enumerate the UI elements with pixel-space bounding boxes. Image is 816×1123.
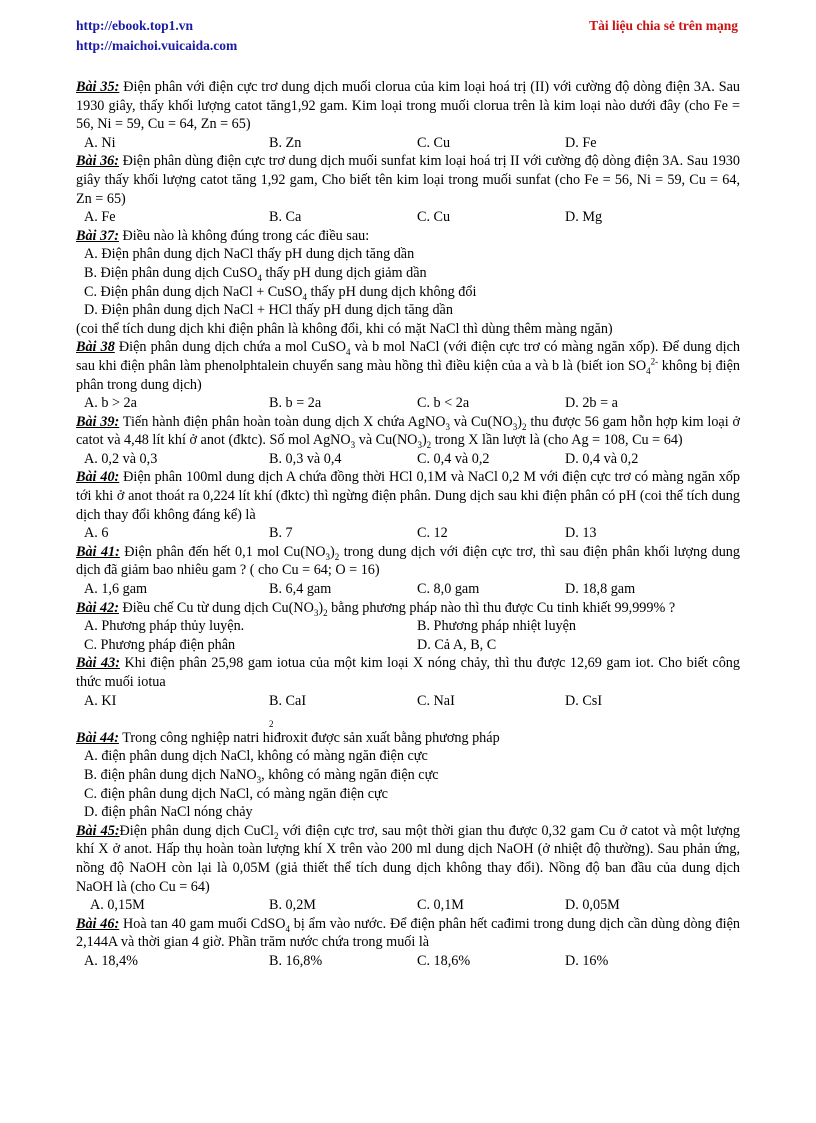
answer-options	[76, 134, 740, 153]
question-label: Bài 37:	[76, 227, 119, 244]
option-a: A. b > 2a	[84, 395, 137, 412]
question-text: Trong công nghiệp natri hiđroxit được sản xuất bằng phương pháp	[118, 729, 500, 746]
question-text: Điện phân 100ml dung dịch A chứa đồng thời HCl 0,1M và NaCl 0,2 M với điện cực trơ có màng ngăn xốp tới khi ở anot thoát ra 0,224 lít khí (đktc) thì ngừng điện phân. Dung dịch sau khi điện phân có pH (coi thể tích dung dịch thay đổi không đáng kể) là	[76, 469, 740, 523]
answer-options	[76, 394, 740, 413]
question-36	[76, 152, 740, 208]
option-d: D. 2b = a	[565, 395, 618, 412]
question-label: Bài 35:	[76, 79, 120, 95]
option-d: D. Mg	[565, 209, 603, 226]
answer-options	[76, 524, 740, 543]
answer-options	[76, 617, 740, 636]
option-c: C. điện phân dung dịch NaCl, có màng ngăn điện cực	[84, 785, 388, 802]
question-label: Bài 46:	[76, 915, 120, 932]
option-c: C. 8,0 gam	[417, 581, 480, 598]
answer-options	[76, 580, 740, 599]
answer-options	[76, 450, 740, 469]
question-label: Bài 40:	[76, 469, 120, 486]
question-37	[76, 227, 740, 246]
option-b: B. Zn	[269, 134, 302, 151]
question-text: Điện phân với điện cực trơ dung dịch muối clorua của kim loại hoá trị (II) với cường độ dòng điện 3A. Sau 1930 giây, thấy khối lượng catot tăng1,92 gam. Kim loại trong muối clorua trên là kim loại nào dưới đây (cho Fe = 56, Ni = 59, Cu = 64, Zn = 65)	[76, 79, 740, 133]
option-a: A. 6	[84, 525, 109, 542]
option-d: D. CsI	[565, 692, 603, 709]
option-c: C. Phương pháp điện phân	[84, 636, 236, 653]
option-a: A. KI	[84, 692, 117, 709]
option-c: C. 12	[417, 525, 448, 542]
option-a: A. 0,15M	[90, 897, 145, 914]
option-b: B. điện phân dung dịch NaNO$_3$, không có màng ngăn điện cực	[84, 766, 439, 785]
question-40	[76, 468, 740, 524]
question-label: Bài 42:	[76, 599, 119, 616]
question-text: Điện phân dùng điện cực trơ dung dịch muối sunfat kim loại hoá trị II với cường độ dòng điện 3A. Sau 1930 giây thấy khối lượng catot tăng 1,92 gam, Cho biết tên kim loại trong muối sunfat (cho Fe = 56, Ni = 59, Cu = 64, Zn = 65)	[76, 153, 740, 207]
option-a: A. điện phân dung dịch NaCl, không có màng ngăn điện cực	[84, 748, 428, 765]
option-a: A. Phương pháp thủy luyện.	[84, 618, 245, 635]
option-c: C. b < 2a	[417, 395, 470, 412]
option-b: B. 7	[269, 525, 293, 542]
option-b: B. Điện phân dung dịch CuSO$_4$ thấy pH dung dịch giảm dần	[84, 264, 427, 283]
answer-options	[76, 952, 740, 971]
question-label: Bài 44:	[76, 729, 119, 746]
header-link-ebook[interactable]: http://ebook.top1.vn	[76, 18, 194, 33]
question-label: Bài 43:	[76, 655, 120, 672]
option-c: C. Cu	[417, 209, 451, 226]
option-a: A. 18,4%	[84, 952, 138, 969]
answer-options	[76, 208, 740, 227]
answer-options	[76, 896, 740, 915]
question-42: Bài 42: Điều chế Cu từ dung dịch $Cu(NO_3)_2$ bằng phương pháp nào thì thu được Cu tinh khiết 99,999% ?	[76, 599, 676, 618]
option-a: A. Điện phân dung dịch NaCl thấy pH dung dịch tăng dần	[84, 246, 415, 263]
question-41: Bài 41: Điện phân đến hết 0,1 mol $Cu(NO_3)_2$ trong dung dịch với điện cực trơ, thì sau điện phân khối lượng dung dịch đã giảm bao nhiêu gam ? ( cho Cu = 64; O = 16)	[76, 543, 740, 579]
question-label: Bài 36:	[76, 153, 119, 170]
header-link-maichoi[interactable]: http://maichoi.vuicaida.com	[76, 38, 238, 53]
question-label: Bài 45:	[76, 822, 120, 839]
option-b: B. 0,3 và 0,4	[269, 450, 342, 467]
option-a: A. Ni	[84, 134, 116, 151]
answer-options	[76, 692, 740, 729]
option-b: B. 16,8%	[269, 952, 323, 969]
option-d: D. 13	[565, 525, 597, 542]
question-label: Bài 41:	[76, 543, 120, 560]
option-d: D. 18,8 gam	[565, 581, 636, 598]
option-b: B. Ca	[269, 209, 302, 226]
header-title: Tài liệu chia sẻ trên mạng	[589, 18, 738, 33]
option-c: C. 0,4 và 0,2	[417, 450, 490, 467]
question-note: (coi thể tích dung dịch khi điện phân là không đổi, khi có mặt NaCl thì dùng thêm màng ngăn)	[76, 320, 613, 337]
option-b: B. Phương pháp nhiệt luyện	[417, 618, 577, 635]
option-d: D. Fe	[565, 134, 597, 151]
question-text: Điều nào là không đúng trong các điều sau:	[118, 227, 370, 244]
option-c: C. 0,1M	[417, 897, 464, 914]
question-45: Bài 45:Điện phân dung dịch CuCl$_2$ với điện cực trơ, sau một thời gian thu được 0,32 gam Cu ở catot và một lượng khí X ở anot. Hấp thụ hoàn toàn lượng khí X trên vào 200 ml dung dịch NaOH (ở nhiệt độ thường). Sau phản ứng, nồng độ NaOH còn lại là 0,05M (giả thiết thể tích dung dịch không thay đổi). Nồng độ ban đầu của dung dịch NaOH là (cho Cu = 64)	[76, 822, 741, 895]
option-c: C. 18,6%	[417, 952, 471, 969]
option-a: A. Fe	[84, 209, 116, 226]
option-c: C. Cu	[417, 134, 451, 151]
option-b: B. CaI $_2$	[269, 692, 307, 730]
option-c: C. NaI	[417, 692, 455, 709]
question-label: Bài 39:	[76, 413, 120, 430]
option-b: B. b = 2a	[269, 395, 322, 412]
option-c: C. Điện phân dung dịch NaCl + CuSO$_4$ thấy pH dung dịch không đổi	[84, 283, 477, 302]
option-b: B. 0,2M	[269, 897, 316, 914]
question-43	[76, 654, 740, 691]
question-35	[76, 78, 740, 134]
question-38: Bài 38 Điện phân dung dịch chứa a mol CuSO$_4$ và b mol NaCl (với điện cực trơ có màng ngăn xốp). Để dung dịch sau khi điện phân làm phenolphtalein chuyển sang màu hồng thì điều kiện của a và b là (biết ion $SO_4^{2-}$ không bị điện phân trong dung dịch)	[76, 339, 741, 393]
question-text: Khi điện phân 25,98 gam iotua của một kim loại X nóng chảy, thì thu được 12,69 gam iot. Cho biết công thức muối iotua	[76, 655, 740, 690]
answer-options	[76, 636, 740, 655]
option-d: D. Cả A, B, C	[417, 636, 497, 653]
option-d: D. Điện phân dung dịch NaCl + HCl thấy pH dung dịch tăng dần	[84, 302, 453, 319]
question-46: Bài 46: Hoà tan 40 gam muối CdSO$_4$ bị ẩm vào nước. Để điện phân hết cađimi trong dung dịch cần dùng dòng điện 2,144A và thời gian 4 giờ. Phần trăm nước chứa trong muối là	[76, 915, 740, 951]
option-d: D. điện phân NaCl nóng chảy	[84, 804, 253, 821]
option-b: B. 6,4 gam	[269, 581, 332, 598]
question-list	[76, 78, 740, 971]
option-d: D. 0,4 và 0,2	[565, 450, 639, 467]
header-links	[76, 16, 237, 56]
question-39: Bài 39: Tiến hành điện phân hoàn toàn dung dịch X chứa AgNO$_3$ và $Cu(NO_3)_2$ thu được 56 gam hỗn hợp kim loại ở catot và 4,48 lít khí ở anot (đktc). Số mol AgNO$_3$ và $Cu(NO_3)_2$ trong X lần lượt là (cho Ag = 108, Cu = 64)	[76, 413, 740, 451]
option-d: D. 0,05M	[565, 897, 620, 914]
option-a: A. 1,6 gam	[84, 581, 148, 598]
option-a: A. 0,2 và 0,3	[84, 450, 158, 467]
option-d: D. 16%	[565, 952, 609, 969]
question-44	[76, 729, 740, 748]
question-label: Bài 38	[76, 339, 115, 356]
